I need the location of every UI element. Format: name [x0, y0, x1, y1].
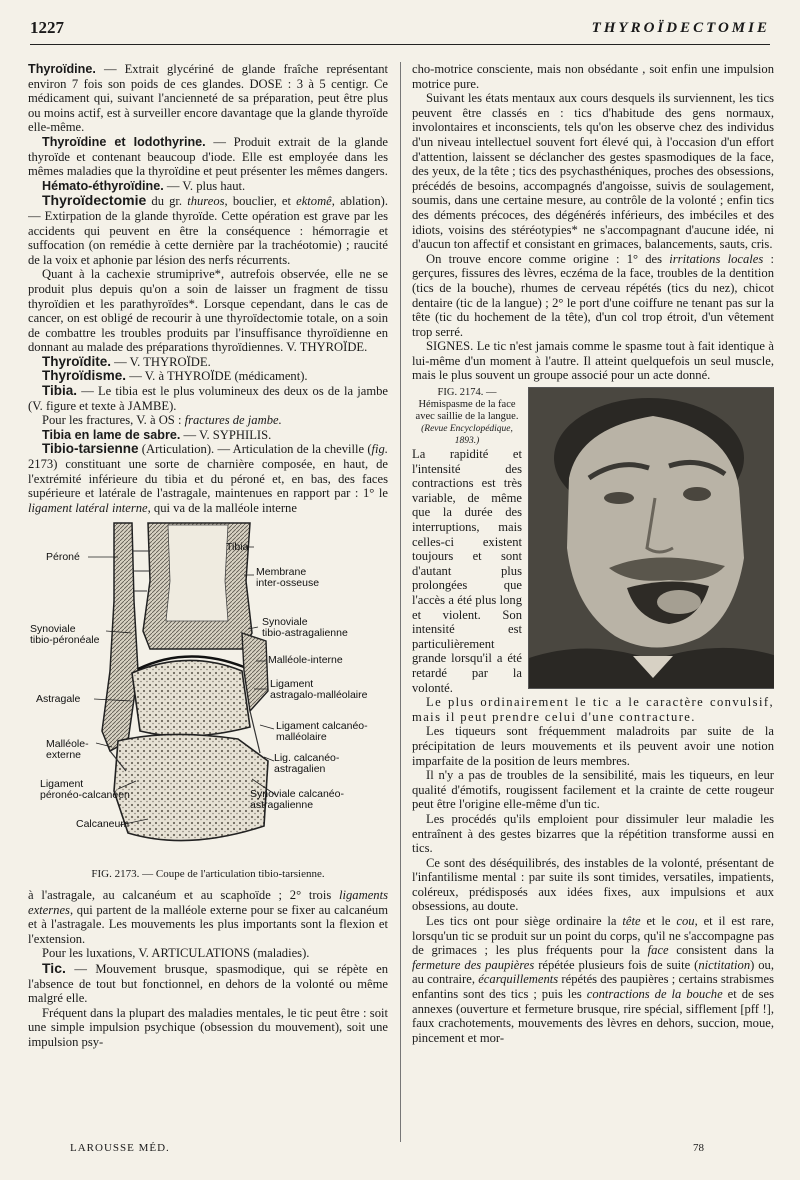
- entry-iodothyrine: [28, 135, 388, 179]
- figure-2173: [28, 521, 388, 863]
- caption-number: FIG. 2173.: [91, 868, 140, 881]
- entry-italic: fermeture des paupières: [412, 957, 535, 972]
- entry-italic: fractures de jambe.: [184, 413, 282, 428]
- term-hemato: Hémato-éthyroïdine.: [42, 178, 164, 193]
- paragraph-frequent: Fréquent dans la plupart des maladies mentales, le tic peut être : soit une simple impulsion psychique (obsession du mouvement), soit une impulsion psy-: [28, 1005, 388, 1049]
- paragraph-quant: Quant à la cachexie strumiprive*, autrefois observée, elle ne se produit plus depuis qu'on a soin de laisser un fragment de tissu thyroïdien et les parathyroïdes*. Lorsque cependant, dans le cas de cancer, on est obligé de recourir à une thyroïdectomie totale, on a soin de combattre les troubles produits par l'insuffisance thyroïdienne en donnant au malade des préparations thyroïdiennes. V. THYROÏDE.: [28, 267, 388, 355]
- term-thyroidisme: Thyroïdisme.: [42, 368, 127, 384]
- interosseous-membrane: [132, 551, 150, 591]
- footer-publisher: LAROUSSE MÉD.: [70, 1142, 170, 1154]
- term-thyroidite: Thyroïdite.: [42, 353, 112, 369]
- paragraph-8: Il n'y a pas de troubles de la sensibilité, mais les tiqueurs, en leur qualité d'émotifs, rougissent facilement et la crainte de cette rougeur peut être l'origine elle-même d'un tic.: [412, 768, 774, 812]
- paragraph-ligaments: [28, 888, 388, 946]
- entry-text: consistent dans la: [676, 943, 774, 958]
- entry-text: — Mouvement brusque, spasmodique, qui se répète en l'absence de tout but fonctionnel, en dehors de la volonté ou même malgré elle.: [28, 961, 388, 1006]
- entry-text: Pour les fractures, V. à OS :: [42, 413, 182, 428]
- label-calcaneum: Calcaneum: [76, 818, 130, 831]
- tibia-marrow: [166, 525, 228, 621]
- section-label: SIGNES.: [426, 339, 474, 354]
- term-tibia: Tibia.: [42, 383, 78, 399]
- term-tibia-sabre: Tibia en lame de sabre.: [42, 427, 181, 442]
- label-astragale: Astragale: [36, 693, 81, 706]
- entry-italic: tête: [622, 914, 641, 929]
- figure-2174: [528, 387, 774, 693]
- eye: [604, 492, 634, 504]
- entry-text: , qui va de la malléole interne: [147, 500, 297, 515]
- entry-tibia-sabre: [28, 428, 388, 443]
- caption-text: — Hémispasme de la face avec saillie de la langue.: [415, 387, 519, 423]
- entry-text: — V. SYPHILIS.: [183, 427, 272, 442]
- paragraph-1: cho-motrice consciente, mais non obsédante , soit enfin une impulsion motrice pure.: [412, 62, 774, 91]
- calcaneum-bone: [114, 735, 268, 841]
- entry-italic: nictitation: [698, 957, 751, 972]
- entry-tic: [28, 961, 388, 1006]
- label-malleole-interne: Malléole-interne: [268, 654, 343, 667]
- caption-text: — Coupe de l'articulation tibio-tarsienne.: [142, 868, 325, 881]
- label-synoviale-tibio-peroneale: Synoviale tibio-péronéale: [30, 623, 100, 647]
- greek-word: ektomê: [296, 194, 332, 209]
- entry-text: 2173) constituant une sorte de charnière composée, en haut, de l'extrémité inférieure du tibia et du péroné et, en bas, des faces supérieure et latérale de l'astragale, maintenues en rapport par : 1° le: [28, 457, 388, 501]
- label-ligament-peroneo-calcaneen: Ligament péronéo-calcanéen: [40, 778, 130, 802]
- label-membrane: Membrane inter-osseuse: [256, 566, 320, 590]
- page-header: [30, 18, 770, 45]
- paragraph-11: [412, 914, 774, 1045]
- eye: [683, 487, 711, 501]
- entry-text: — Produit extrait de la glande thyroïde et contenant beaucoup d'iode. Elle est employée dans les mêmes maladies que la thyroïdine et peut présenter les mêmes dangers.: [28, 134, 388, 179]
- right-column: [412, 62, 774, 1157]
- entry-text: ) ou, au contraire,: [412, 957, 774, 987]
- astragale-bone: [132, 661, 250, 737]
- entry-text: (Articulation). — Articulation de la cheville (: [141, 442, 372, 457]
- left-column: [28, 62, 388, 1157]
- entry-text: , ablation). — Extirpation de la glande thyroïde. Cette opération est grave par les accidents qui peuvent en être la conséquence : hémorragie et suffocation (on remédie à cette dernière par la trachéotomie) ; raucité de la voix et aphonie par lésion des nerfs récurrents.: [28, 194, 388, 267]
- caption-number: FIG. 2174.: [437, 387, 484, 399]
- entry-italic: ligament latéral interne: [28, 500, 148, 515]
- paragraph-9: Les procédés qu'ils emploient pour dissimuler leur maladie les entraînent à des gestes bizarres que la répétition transforme aussi en tics.: [412, 811, 774, 856]
- ligament-line: [250, 711, 260, 753]
- entry-italic: écarquillements: [478, 972, 559, 987]
- column-rule: [400, 62, 401, 1142]
- entry-text: répétés des paupières ; certains strabismes enfantins sont des tics ; puis les: [412, 972, 774, 1002]
- entry-thyroidine: [28, 62, 388, 135]
- entry-italic: face: [647, 943, 669, 958]
- entry-text: Le tic n'est jamais comme le spasme tout à fait identique à lui-même d'un moment à l'autre. Il atteint quelquefois un seul muscle, mais le plus souvent un groupe associé pour un acte donné.: [412, 339, 774, 383]
- term-thyroidine: Thyroïdine.: [28, 62, 96, 76]
- entry-italic: irritations locales: [669, 251, 764, 266]
- entry-text: du gr.: [151, 194, 183, 209]
- entry-text: , qui partent de la malléole externe pour se fixer au calcanéum et à l'astragale. Les mouvements les plus importants sont la flexion et l'extension.: [28, 902, 388, 946]
- entry-text: On trouve encore comme origine : 1° des: [426, 251, 663, 266]
- entry-text: — V. plus haut.: [166, 178, 246, 193]
- entry-text: et de ses annexes (ouverture et fermeture brusque, rire spécial, sifflement [pff !], faux crachotements, mouvements des lèvres en dehors, succion, moue, pincement et mor-: [412, 987, 774, 1045]
- term-tic: Tic.: [42, 959, 66, 976]
- entry-text: — V. THYROÏDE.: [114, 354, 211, 369]
- face-hemispasm-photo: [528, 387, 774, 689]
- page-number: 1227: [30, 18, 64, 37]
- paragraph-2: Suivant les états mentaux aux cours desquels ils surviennent, les tics peuvent être classés en : tics d'habitude des gens normaux, involontaires et inconscients, tels qu'on les observe chez des individus d'un niveau intellectuel souvent fort élevé qui, à l'occasion d'un effort d'attention, laissent se déclancher des gestes spasmodiques de la face, des yeux, de la tête ; tics des psychasthéniques, proches des obsessions, précédés de besoins, accompagnés d'angoisse, suivis de soulagement, soumis, dans une certaine mesure, au contrôle de la volonté ; enfin tics des déments précoces, des dégénérés inférieurs, des imbéciles et des idiots, voisins des stéréotypies* ne s'accompagnant d'aucune idée, ni d'aucun ton affectif et consistant en grimaces, balancements, sauts, cris.: [412, 91, 774, 252]
- entry-tibio-tarsienne: [28, 442, 388, 515]
- entry-italic: cou: [676, 914, 695, 929]
- label-synoviale-tibio-astragalienne: Synoviale tibio-astragalienne: [262, 616, 348, 640]
- entry-thyroidisme: [28, 369, 388, 384]
- entry-thyroidite: [28, 355, 388, 370]
- entry-text: — V. à THYROÏDE (médicament).: [129, 369, 308, 384]
- label-ligament-astragalo-malleolaire: Ligament astragalo-malléolaire: [270, 678, 368, 702]
- figure-2173-caption: [28, 867, 388, 882]
- entry-italic: ligaments externes: [28, 888, 388, 917]
- entry-tibia: [28, 384, 388, 413]
- entry-text: — Le tibia est le plus volumineux des deux os de la jambe (V. figure et texte à JAMBE).: [28, 384, 388, 413]
- entry-text: : gerçures, fissures des lèvres, eczéma de la face, troubles de la dentition (tics de la bouche), rhumes de cerveau répétés (tics du nez), chicot dentaire (tic de la langue) ; 2° le port d'une coiffure ne tenant pas sur la tête (tic du hochement de la tête), d'un col trop étroit, d'un vêtement trop serré.: [412, 251, 774, 339]
- entry-thyroidectomie: [28, 193, 388, 267]
- footer-page-number: 78: [693, 1142, 704, 1154]
- entry-text: et le: [646, 914, 671, 929]
- running-title: THYROÏDECTOMIE: [591, 20, 770, 36]
- term-thyroidectomie: Thyroïdectomie: [42, 192, 147, 209]
- term-tibio-tarsienne: Tibio-tarsienne: [42, 441, 139, 457]
- paragraph-signes: [412, 339, 774, 383]
- tongue: [657, 590, 701, 614]
- caption-source: (Revue Encyclopédique, 1893.): [421, 424, 513, 447]
- entry-text: répétée plusieurs fois de suite (: [538, 957, 699, 972]
- paragraph-6: Le plus ordinairement le tic a le caractère convulsif, mais il peut prendre celui d'une contracture.: [412, 695, 774, 724]
- paragraph-7: Les tiqueurs sont fréquemment maladroits par suite de la précipitation de leurs mouvements et ils peuvent avoir une notion imparfaite de la position de leurs membres.: [412, 724, 774, 768]
- paragraph-luxations: Pour les luxations, V. ARTICULATIONS (maladies).: [42, 946, 310, 961]
- greek-word: thureos: [187, 194, 225, 209]
- entry-italic: fig.: [371, 442, 388, 457]
- label-tibia: Tibia: [226, 541, 249, 554]
- label-synoviale-calcaneo-astragalienne: Synoviale calcanéo- astragalienne: [250, 788, 344, 812]
- entry-text: — Extrait glycériné de glande fraîche représentant environ 7 fois son poids de ces glandes. DOSE : 3 à 5 centigr. Ce médicament qui, suivant l'ancienneté de sa préparation, peut être plus ou moins actif, est à surveiller encore davantage que la glande thyroïde elle-même.: [28, 62, 388, 135]
- entry-text: Les tics ont pour siège ordinaire la: [426, 914, 617, 929]
- entry-italic: contractions de la bouche: [586, 987, 723, 1002]
- entry-text: , et il est rare, lorsqu'un tic se produit sur un point du corps, qu'il ne s'accompagne pas de grimaces ; les plus fréquents pour la: [412, 914, 774, 958]
- entry-hemato: [28, 179, 388, 194]
- label-lig-calcaneo-astragalien: Lig. calcanéo- astragalien: [274, 752, 340, 776]
- paragraph-fractures: [28, 413, 388, 428]
- label-perone: Péroné: [46, 551, 80, 564]
- label-ligament-calcaneo-malleolaire: Ligament calcanéo- malléolaire: [276, 720, 368, 744]
- entry-text: , bouclier, et: [224, 194, 291, 209]
- entry-text: à l'astragale, au calcanéum et au scaphoïde ; 2° trois: [28, 888, 332, 902]
- paragraph-10: Ce sont des déséquilibrés, des instables de la volonté, présentant de l'infantilisme mental : par suite ils sont timides, versatiles, impatients, coléreux, prédisposés aux idées fixes, aux impulsions et aux obsessions, au doute.: [412, 855, 774, 914]
- entry-text: La rapidité et l'intensité des contractions est très variable, de même que la durée des interruptions, mais celles-ci existent toujours et sont d'autant plus prolongées que l'accès a été plus long et violent. Son intensité est particulièrement grande lorsqu'il a été retardé par la volonté.: [412, 447, 522, 695]
- term-iodothyrine: Thyroïdine et Iodothyrine.: [42, 134, 206, 149]
- paragraph-3: [412, 252, 774, 340]
- label-malleole-externe: Malléole- externe: [46, 738, 89, 762]
